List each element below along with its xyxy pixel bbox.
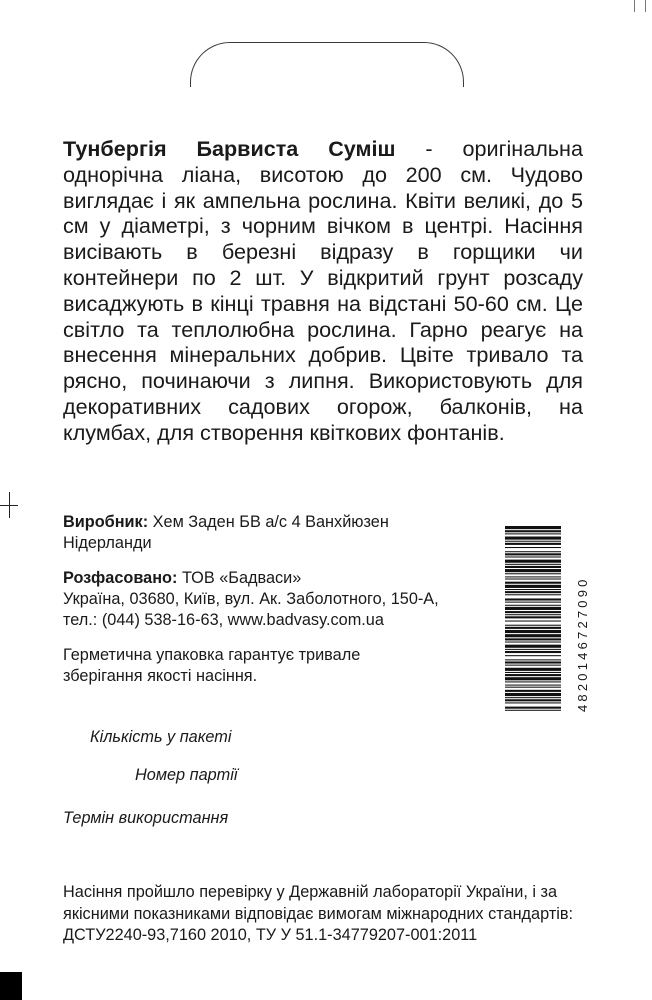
barcode-bar bbox=[505, 585, 561, 588]
barcode-bar bbox=[505, 693, 561, 696]
barcode-bar bbox=[505, 655, 561, 656]
certification-line3: ДСТУ2240-93,7160 2010, ТУ У 51.1-34779207-001:2011 bbox=[63, 926, 478, 944]
quantity-field-label: Кількість у пакеті bbox=[90, 728, 232, 746]
barcode-bar bbox=[505, 651, 561, 653]
barcode-bar bbox=[505, 533, 561, 534]
certification-line1: Насіння пройшло перевірку у Державній лабораторії України, і за bbox=[63, 883, 558, 901]
barcode-bar bbox=[505, 638, 561, 640]
barcode-bar bbox=[505, 710, 561, 711]
packer-address: Україна, 03680, Київ, вул. Ак. Заболотного, 150-А, bbox=[63, 590, 439, 608]
barcode-bar bbox=[505, 699, 561, 701]
batch-field-label: Номер партії bbox=[135, 766, 238, 784]
barcode-bar bbox=[505, 685, 561, 686]
barcode-bar bbox=[505, 649, 561, 650]
barcode-bar bbox=[505, 602, 561, 603]
barcode-bar bbox=[505, 553, 561, 555]
barcode-bar bbox=[505, 661, 561, 663]
barcode-bar bbox=[505, 551, 561, 552]
barcode-bar bbox=[505, 573, 561, 574]
certification-line2: якісними показниками відповідає вимогам міжнародних стандартів: bbox=[63, 904, 574, 923]
barcode-bar bbox=[505, 616, 561, 618]
packer-line1: ТОВ «Бадваси» bbox=[177, 569, 302, 587]
certification-note bbox=[63, 882, 593, 947]
barcode-bar bbox=[505, 614, 561, 615]
barcode-bar bbox=[505, 591, 561, 593]
barcode-bar bbox=[505, 702, 561, 703]
barcode-bar bbox=[505, 627, 561, 629]
barcode-bar bbox=[505, 547, 561, 548]
barcode-bar bbox=[505, 605, 561, 606]
barcode-bar bbox=[505, 594, 561, 595]
barcode-bar bbox=[505, 665, 561, 666]
seal-note-line2: зберігання якості насіння. bbox=[63, 667, 258, 685]
barcode-bar bbox=[505, 607, 561, 610]
barcode-bar bbox=[505, 589, 561, 590]
barcode-bar bbox=[505, 634, 561, 637]
packer-info bbox=[63, 568, 503, 631]
barcode-bar bbox=[505, 625, 561, 626]
corner-block bbox=[0, 972, 22, 1000]
barcode-bar bbox=[505, 690, 561, 692]
corner-trim-mark bbox=[634, 0, 646, 12]
barcode-bar bbox=[505, 569, 561, 572]
barcode-bar bbox=[505, 645, 561, 648]
barcode-bar bbox=[505, 672, 561, 673]
barcode-digits-wrap bbox=[563, 526, 590, 712]
barcode-bar bbox=[505, 687, 561, 688]
barcode-bar bbox=[505, 566, 561, 568]
barcode-bar bbox=[505, 674, 561, 676]
expiry-field-label: Термін використання bbox=[63, 809, 229, 827]
envelope-flap-outline bbox=[190, 42, 464, 87]
plant-description bbox=[63, 136, 583, 446]
description-text: - оригінальна однорічна ліана, висотою до 200 см. Чудово виглядає і як ампельна рослина. Квіти великі, до 5 см у діаметрі, з чорним вічком в центрі. Насіння висівають в березні відразу в горщики чи контейнери по 2 шт. У відкритий грунт розсаду висаджують в кінці травня на відстані 50-60 см. Це світло та теплолюбна рослина. Гарно реагує на внесення мінеральних добрив. Цвіте тривало та рясно, починаючи з липня. Використовують для декоративних садових огорож, балконів, на клумбах, для створення квіткових фонтанів. bbox=[63, 136, 583, 445]
barcode-bar bbox=[505, 526, 561, 529]
seal-note bbox=[63, 645, 483, 687]
crop-mark-vertical bbox=[9, 492, 10, 518]
barcode-bar bbox=[505, 582, 561, 584]
packer-contacts: тел.: (044) 538-16-63, www.badvasy.com.ua bbox=[63, 611, 384, 629]
producer-line2: Нідерланди bbox=[63, 534, 152, 552]
barcode-bar bbox=[505, 677, 561, 680]
barcode-bar bbox=[505, 630, 561, 633]
barcode-bar bbox=[505, 541, 561, 542]
barcode-bar bbox=[505, 543, 561, 545]
barcode-bar bbox=[505, 564, 561, 565]
barcode-bar bbox=[505, 642, 561, 643]
producer-line1: Хем Заден БВ а/с 4 Ванхйюзен bbox=[148, 513, 389, 531]
barcode-bar bbox=[505, 537, 561, 540]
barcode-bar bbox=[505, 556, 561, 557]
barcode-bar bbox=[505, 611, 561, 613]
packer-label: Розфасовано: bbox=[63, 569, 178, 587]
barcode-digits: 4820146727090 bbox=[575, 576, 590, 712]
barcode-bar bbox=[505, 560, 561, 563]
barcode-bar bbox=[505, 579, 561, 580]
seal-note-line1: Герметична упаковка гарантує тривале bbox=[63, 646, 361, 664]
producer-info bbox=[63, 512, 483, 554]
barcode-bar bbox=[505, 576, 561, 577]
barcode-bar bbox=[505, 697, 561, 698]
barcode-bar bbox=[505, 659, 561, 660]
barcode-bar bbox=[505, 668, 561, 671]
producer-label: Виробник: bbox=[63, 513, 149, 531]
barcode-bar bbox=[505, 681, 561, 682]
barcode-bar bbox=[505, 598, 561, 600]
barcode-bar bbox=[505, 530, 561, 532]
barcode-bar bbox=[505, 621, 561, 622]
barcode-bar bbox=[505, 707, 561, 709]
plant-name: Тунбергія Барвиста Суміш bbox=[63, 136, 396, 161]
